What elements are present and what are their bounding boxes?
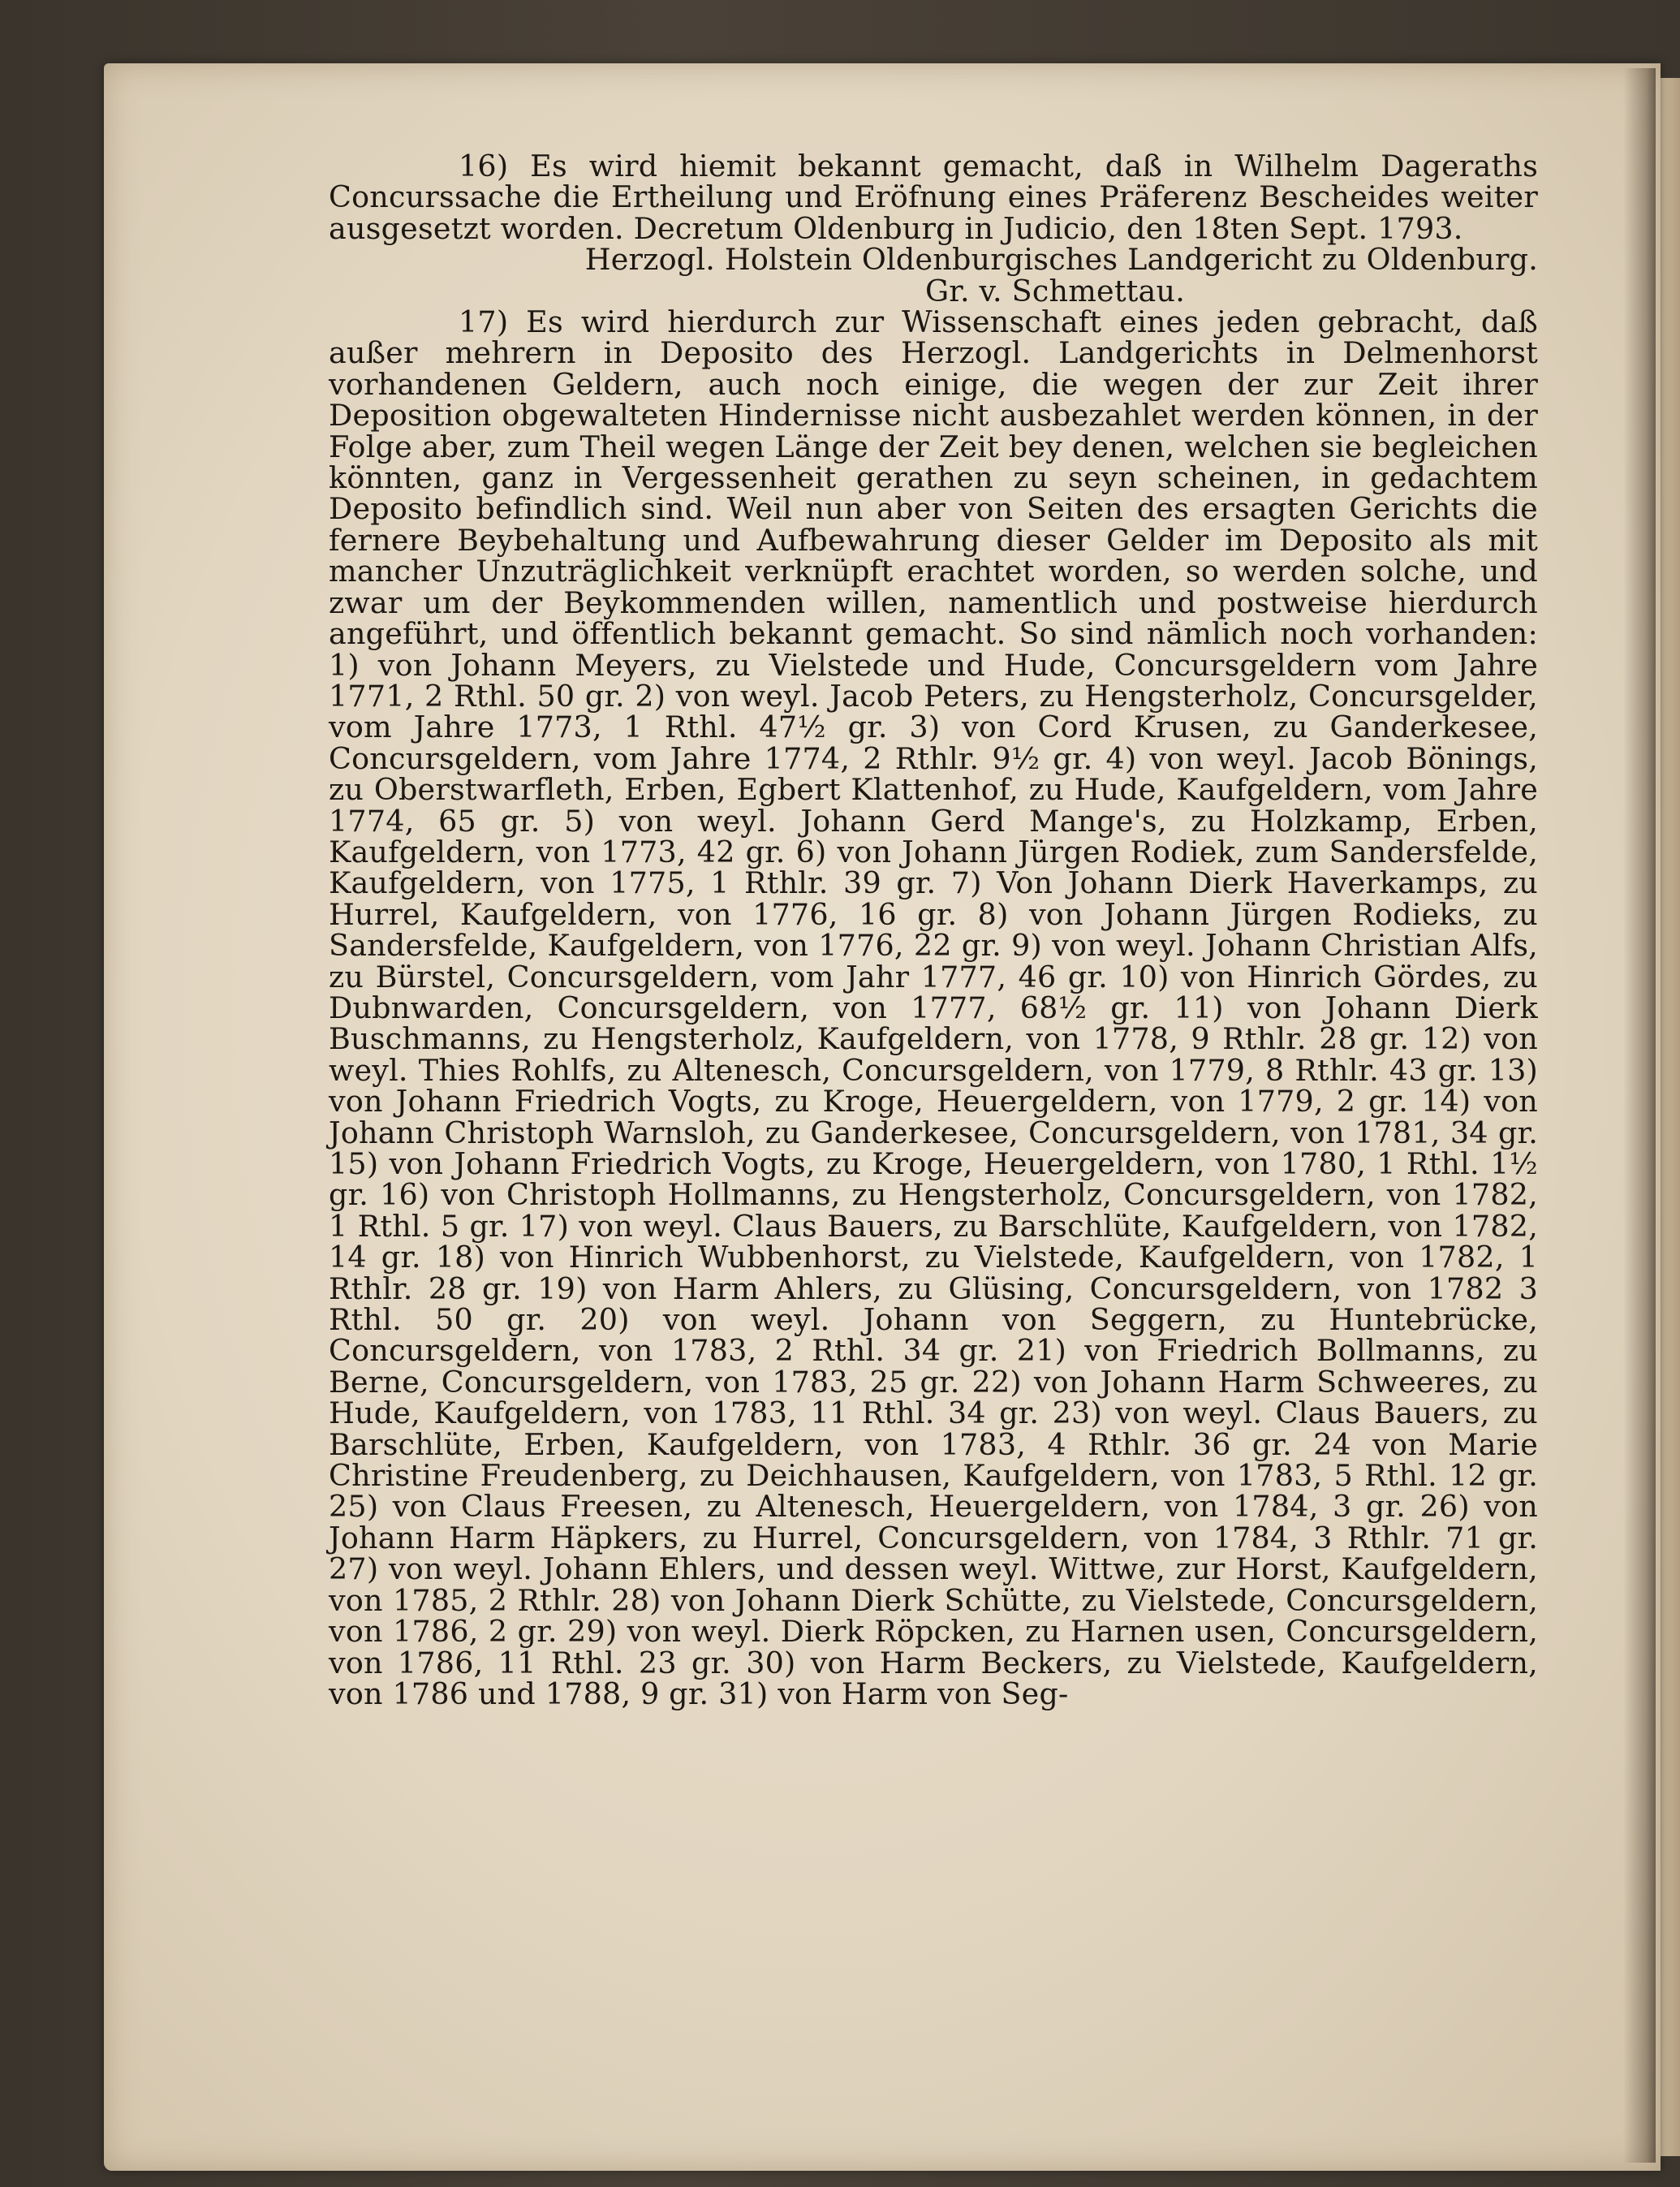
page-text: [329, 151, 1538, 1710]
notice-16: [329, 151, 1538, 307]
page-gutter-shadow: [1623, 68, 1656, 2163]
court-name: Herzogl. Holstein Oldenburgisches Landgericht zu Oldenburg.: [584, 242, 1538, 278]
signature: Gr. v. Schmettau.: [924, 273, 1186, 308]
notice-17-text: 17) Es wird hierdurch zur Wissenschaft eines jeden gebracht, daß außer mehrern in Deposito des Herzogl. Landgerichts in Delmenhorst vorhandenen Geldern, auch noch einige, die wegen der zur Zeit ihrer Deposition obgewalteten Hindernisse nicht ausbezahlet werden können, in der Folge aber, zum Theil wegen Länge der Zeit bey denen, welchen sie begleichen könnten, ganz in Vergessenheit gerathen zu seyn scheinen, in gedachtem Deposito befindlich sind. Weil nun aber von Seiten des ersagten Gerichts die fernere Beybehaltung und Aufbewahrung dieser Gelder im Deposito als mit mancher Unzuträglichkeit verknüpft erachtet worden, so werden solche, und zwar um der Beykommenden willen, namentlich und postweise hierdurch angeführt, und öffentlich bekannt gemacht. So sind nämlich noch vorhanden: 1) von Johann Meyers, zu Vielstede und Hude, Concursgeldern vom Jahre 1771, 2 Rthl. 50 gr. 2) von weyl. Jacob Peters, zu Hengsterholz, Concursgelder, vom Jahre 1773, 1 Rthl. 47½ gr. 3) von Cord Krusen, zu Ganderkesee, Concursgeldern, vom Jahre 1774, 2 Rthlr. 9½ gr. 4) von weyl. Jacob Bönings, zu Oberstwarfleth, Erben, Egbert Klattenhof, zu Hude, Kaufgeldern, vom Jahre 1774, 65 gr. 5) von weyl. Johann Gerd Mange's, zu Holzkamp, Erben, Kaufgeldern, von 1773, 42 gr. 6) von Johann Jürgen Rodiek, zum Sandersfelde, Kaufgeldern, von 1775, 1 Rthlr. 39 gr. 7) Von Johann Dierk Haverkamps, zu Hurrel, Kaufgeldern, von 1776, 16 gr. 8) von Johann Jürgen Rodieks, zu Sandersfelde, Kaufgeldern, von 1776, 22 gr. 9) von weyl. Johann Christian Alfs, zu Bürstel, Concursgeldern, vom Jahr 1777, 46 gr. 10) von Hinrich Gördes, zu Dubnwarden, Concursgeldern, von 1777, 68½ gr. 11) von Johann Dierk Buschmanns, zu Hengsterholz, Kaufgeldern, von 1778, 9 Rthlr. 28 gr. 12) von weyl. Thies Rohlfs, zu Altenesch, Concursgeldern, von 1779, 8 Rthlr. 43 gr. 13) von Johann Friedrich Vogts, zu Kroge, Heuergeldern, von 1779, 2 gr. 14) von Johann Christoph Warnsloh, zu Ganderkesee, Concursgeldern, von 1781, 34 gr. 15) von Johann Friedrich Vogts, zu Kroge, Heuergeldern, von 1780, 1 Rthl. 1½ gr. 16) von Christoph Hollmanns, zu Hengsterholz, Concursgeldern, von 1782, 1 Rthl. 5 gr. 17) von weyl. Claus Bauers, zu Barschlüte, Kaufgeldern, von 1782, 14 gr. 18) von Hinrich Wubbenhorst, zu Vielstede, Kaufgeldern, von 1782, 1 Rthlr. 28 gr. 19) von Harm Ahlers, zu Glüsing, Concursgeldern, von 1782 3 Rthl. 50 gr. 20) von weyl. Johann von Seggern, zu Huntebrücke, Concursgeldern, von 1783, 2 Rthl. 34 gr. 21) von Friedrich Bollmanns, zu Berne, Concursgeldern, von 1783, 25 gr. 22) von Johann Harm Schweeres, zu Hude, Kaufgeldern, von 1783, 11 Rthl. 34 gr. 23) von weyl. Claus Bauers, zu Barschlüte, Erben, Kaufgeldern, von 1783, 4 Rthlr. 36 gr. 24 von Marie Christine Freudenberg, zu Deichhausen, Kaufgeldern, von 1783, 5 Rthl. 12 gr. 25) von Claus Freesen, zu Altenesch, Heuergeldern, von 1784, 3 gr. 26) von Johann Harm Häpkers, zu Hurrel, Concursgeldern, von 1784, 3 Rthlr. 71 gr. 27) von weyl. Johann Ehlers, und dessen weyl. Wittwe, zur Horst, Kaufgeldern, von 1785, 2 Rthlr. 28) von Johann Dierk Schütte, zu Vielstede, Concursgeldern, von 1786, 2 gr. 29) von weyl. Dierk Röpcken, zu Harnen usen, Concursgeldern, von 1786, 11 Rthl. 23 gr. 30) von Harm Beckers, zu Vielstede, Kaufgeldern, von 1786 und 1788, 9 gr. 31) von Harm von Seg-: [329, 304, 1538, 1711]
notice-17: [329, 304, 1538, 1711]
notice-16-text: 16) Es wird hiemit bekannt gemacht, daß in Wilhelm Dageraths Concurssache die Ertheilung und Eröfnung eines Präferenz Bescheides weiter ausgesetzt worden. Decretum Oldenburg in Judicio, den 18ten Sept. 1793.: [329, 149, 1538, 246]
